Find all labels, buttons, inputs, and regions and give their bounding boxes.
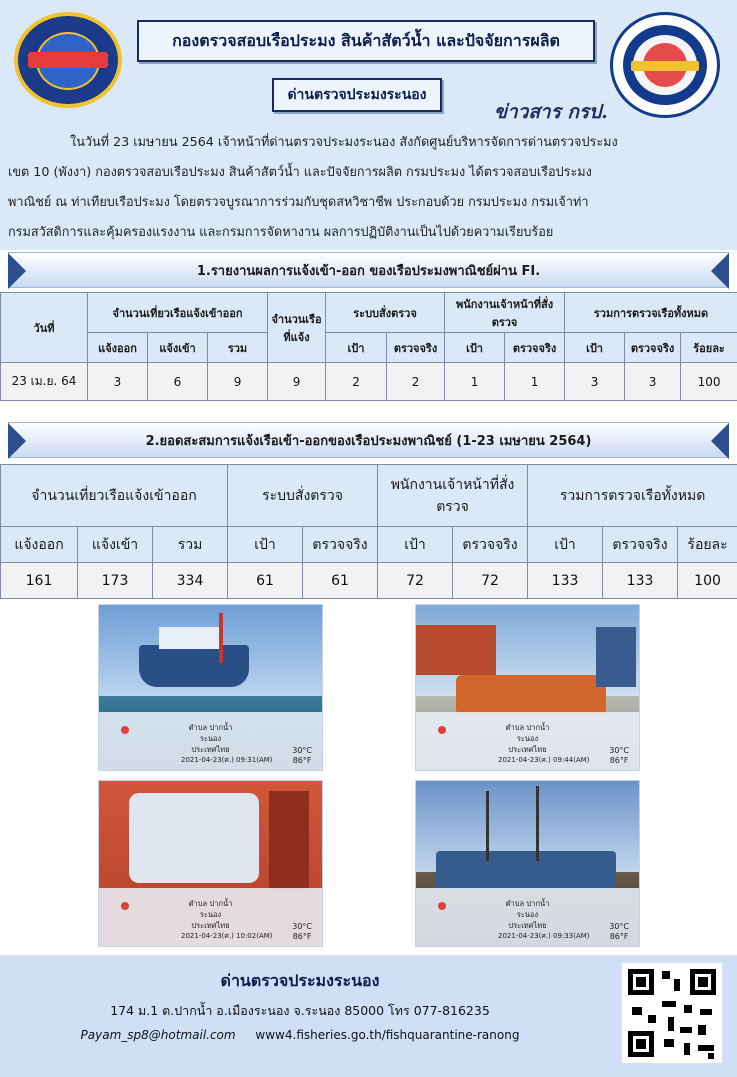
header-off-target: เป้า xyxy=(445,333,505,363)
stamp-temperature: 30°C 86°F xyxy=(609,746,629,765)
stamp-datetime: 2021-04-23(ศ.) 09:44(AM) xyxy=(498,756,590,764)
footer-title: ด่านตรวจประมงระนอง xyxy=(220,971,380,990)
stamp-province: ระนอง xyxy=(516,734,539,743)
header-sys-actual: ตรวจจริง xyxy=(387,333,445,363)
news-tag: ข่าวสาร กรป. xyxy=(494,101,608,123)
header-tot-actual: ตรวจจริง xyxy=(603,527,678,563)
chevron-right-icon xyxy=(711,423,729,459)
header-officer: พนักงานเจ้าหน้าที่สั่งตรวจ xyxy=(445,293,565,333)
stamp-location: ตำบล ปากน้ำ xyxy=(505,899,550,908)
header-percent: ร้อยละ xyxy=(681,333,737,363)
photo-docked-boat xyxy=(415,780,640,947)
stamp-temperature: 30°C 86°F xyxy=(292,746,312,765)
fishery-inspection-logo xyxy=(610,12,720,118)
intro-line: กรมสวัสดิการและคุ้มครองแรงงาน และกรมการจัดหางาน ผลการปฏิบัติงานเป็นไปด้วยความเรียบร้อย xyxy=(8,224,554,239)
stamp-temperature: 30°C 86°F xyxy=(609,922,629,941)
cell-out: 3 xyxy=(88,363,148,401)
photo-stamp xyxy=(99,888,322,946)
stamp-country: ประเทศไทย xyxy=(191,745,230,754)
footer-website[interactable]: www4.fisheries.go.th/fishquarantine-ranong xyxy=(255,1028,520,1042)
footer-email[interactable]: Payam_sp8@hotmail.com xyxy=(80,1028,236,1042)
header-tot-target: เป้า xyxy=(565,333,625,363)
photo-fishing-boat-at-sea xyxy=(98,604,323,771)
header-sys-actual: ตรวจจริง xyxy=(303,527,378,563)
cell-off-actual: 72 xyxy=(453,563,528,599)
cell-out: 161 xyxy=(1,563,78,599)
intro-line: พาณิชย์ ณ ท่าเทียบเรือประมง โดยตรวจบูรณาการร่วมกับชุดสหวิชาชีพ ประกอบด้วย กรมประมง กรมเจ้าท่า xyxy=(8,194,589,209)
section2-banner xyxy=(8,422,729,458)
page-subtitle: ด่านตรวจประมงระนอง xyxy=(272,78,442,112)
chevron-left-icon xyxy=(8,423,26,459)
cell-percent: 100 xyxy=(678,563,737,599)
stamp-province: ระนอง xyxy=(516,910,539,919)
header-system: ระบบสั่งตรวจ xyxy=(228,465,378,527)
stamp-location: ตำบล ปากน้ำ xyxy=(188,899,233,908)
cell-tot-actual: 3 xyxy=(625,363,681,401)
header-trips: จำนวนเที่ยวเรือแจ้งเข้าออก xyxy=(88,293,268,333)
header-tot-target: เป้า xyxy=(528,527,603,563)
header-system: ระบบสั่งตรวจ xyxy=(326,293,445,333)
stamp-province: ระนอง xyxy=(199,910,222,919)
stamp-province: ระนอง xyxy=(199,734,222,743)
header-sys-target: เป้า xyxy=(326,333,387,363)
cell-sys-actual: 2 xyxy=(387,363,445,401)
intro-line: ในวันที่ 23 เมษายน 2564 เจ้าหน้าที่ด่านตรวจประมงระนอง สังกัดศูนย์บริหารจัดการด่านตรวจประมง xyxy=(70,134,618,149)
header-officer: พนักงานเจ้าหน้าที่สั่งตรวจ xyxy=(378,465,528,527)
cell-tot-target: 133 xyxy=(528,563,603,599)
chevron-left-icon xyxy=(8,253,26,289)
cell-sum: 9 xyxy=(208,363,268,401)
cumulative-report-table xyxy=(0,464,737,599)
header-date: วันที่ xyxy=(1,293,88,363)
cell-percent: 100 xyxy=(681,363,737,401)
stamp-country: ประเทศไทย xyxy=(508,745,547,754)
cell-sys-target: 61 xyxy=(228,563,303,599)
header-off-target: เป้า xyxy=(378,527,453,563)
chevron-right-icon xyxy=(711,253,729,289)
table-row xyxy=(1,363,737,401)
table-row xyxy=(1,563,737,599)
footer-contact xyxy=(0,1028,600,1042)
header-off-actual: ตรวจจริง xyxy=(453,527,528,563)
section1-title: 1.รายงานผลการแจ้งเข้า-ออก ของเรือประมงพาณิชย์ผ่าน FI. xyxy=(196,263,541,279)
cell-boats: 9 xyxy=(268,363,326,401)
cell-sys-actual: 61 xyxy=(303,563,378,599)
photo-stamp xyxy=(99,712,322,770)
header-sum: รวม xyxy=(153,527,228,563)
department-of-fisheries-logo xyxy=(14,12,122,108)
header xyxy=(0,0,737,250)
photo-stamp xyxy=(416,888,639,946)
cell-sum: 334 xyxy=(153,563,228,599)
header-sys-target: เป้า xyxy=(228,527,303,563)
qr-code-icon[interactable] xyxy=(622,963,722,1063)
cell-tot-actual: 133 xyxy=(603,563,678,599)
daily-report-table xyxy=(0,292,737,401)
header-percent: ร้อยละ xyxy=(678,527,737,563)
header-boats: จำนวนเรือที่แจ้ง xyxy=(268,293,326,363)
cell-sys-target: 2 xyxy=(326,363,387,401)
stamp-location: ตำบล ปากน้ำ xyxy=(505,723,550,732)
footer-address: 174 ม.1 ต.ปากน้ำ อ.เมืองระนอง จ.ระนอง 85000 โทร 077-816235 xyxy=(110,1003,490,1018)
header-trips: จำนวนเที่ยวเรือแจ้งเข้าออก xyxy=(1,465,228,527)
stamp-country: ประเทศไทย xyxy=(508,921,547,930)
stamp-location: ตำบล ปากน้ำ xyxy=(188,723,233,732)
intro-paragraph xyxy=(8,127,732,247)
page-title: กองตรวจสอบเรือประมง สินค้าสัตว์น้ำ และปัจจัยการผลิต xyxy=(137,20,595,62)
intro-line: เขต 10 (พังงา) กองตรวจสอบเรือประมง สินค้าสัตว์น้ำ และปัจจัยการผลิต กรมประมง ได้ตรวจสอบเรือประมง xyxy=(8,164,592,179)
stamp-datetime: 2021-04-23(ศ.) 09:33(AM) xyxy=(498,932,590,940)
header-tot-actual: ตรวจจริง xyxy=(625,333,681,363)
stamp-datetime: 2021-04-23(ศ.) 09:31(AM) xyxy=(181,756,273,764)
stamp-datetime: 2021-04-23(ศ.) 10:02(AM) xyxy=(181,932,273,940)
photo-fish-hold xyxy=(98,780,323,947)
stamp-country: ประเทศไทย xyxy=(191,921,230,930)
header-sum: รวม xyxy=(208,333,268,363)
cell-in: 6 xyxy=(148,363,208,401)
header-in: แจ้งเข้า xyxy=(148,333,208,363)
header-out: แจ้งออก xyxy=(88,333,148,363)
cell-off-target: 72 xyxy=(378,563,453,599)
cell-off-target: 1 xyxy=(445,363,505,401)
cell-date: 23 เม.ย. 64 xyxy=(1,363,88,401)
cell-off-actual: 1 xyxy=(505,363,565,401)
cell-tot-target: 3 xyxy=(565,363,625,401)
header-total: รวมการตรวจเรือทั้งหมด xyxy=(528,465,737,527)
section1-banner xyxy=(8,252,729,288)
header-total: รวมการตรวจเรือทั้งหมด xyxy=(565,293,737,333)
photo-inspection-team xyxy=(415,604,640,771)
header-off-actual: ตรวจจริง xyxy=(505,333,565,363)
section2-title: 2.ยอดสะสมการแจ้งเรือเข้า-ออกของเรือประมงพาณิชย์ (1-23 เมษายน 2564) xyxy=(145,433,592,449)
cell-in: 173 xyxy=(78,563,153,599)
stamp-temperature: 30°C 86°F xyxy=(292,922,312,941)
header-in: แจ้งเข้า xyxy=(78,527,153,563)
header-out: แจ้งออก xyxy=(1,527,78,563)
photo-stamp xyxy=(416,712,639,770)
